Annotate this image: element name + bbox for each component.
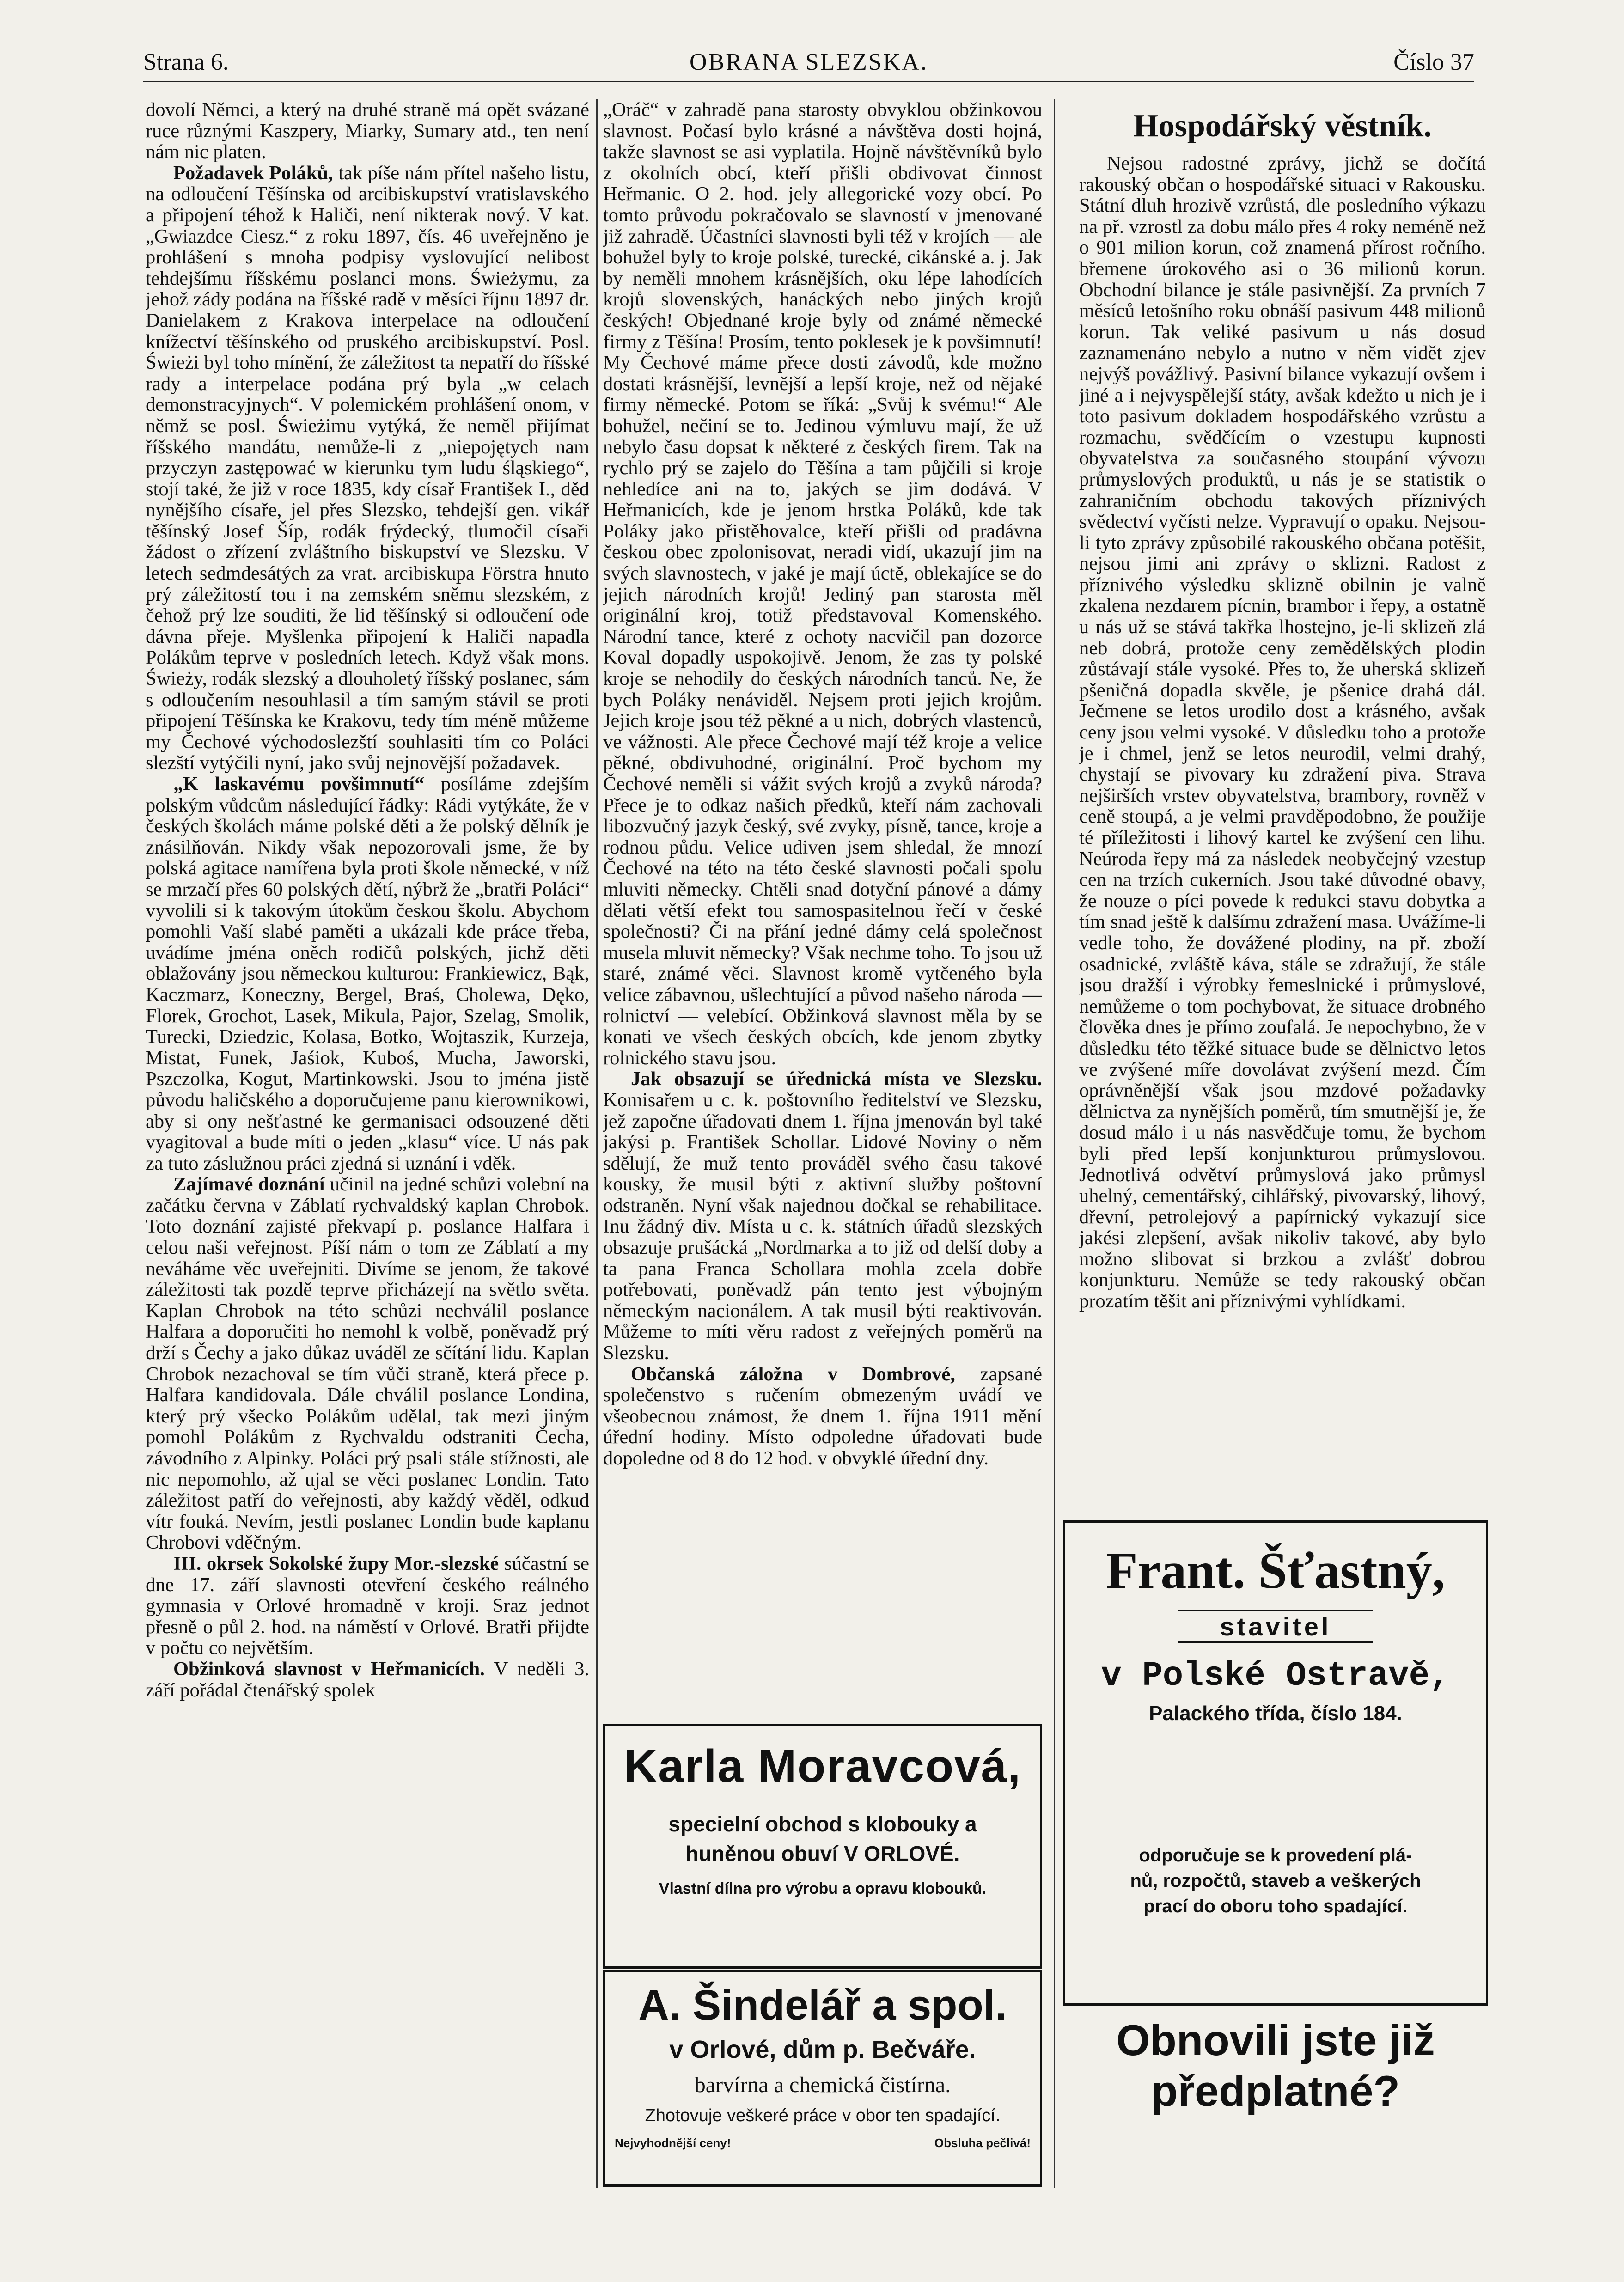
ad-line: předplatné? [1151, 2067, 1400, 2115]
ad-name: A. Šindelář a spol. [638, 1982, 1007, 2029]
ad-line: v Orlové, dům p. Bečváře. [669, 2036, 976, 2063]
ad-moravcova [603, 1724, 1042, 1969]
page-number: Strana 6. [143, 49, 229, 75]
ad-subscription [1063, 2015, 1488, 2149]
article-paragraph: „K laskavému povšimnutí“ posíláme zdejším polským vůdcům následující řádky: Rádi vytýkáte, že v českých školách máme polské děti a že polský dělník je znásilňován. Nikdy však nepozorovali jsme, že by polská agitace namířena byla proti škole německé, v níž se mrzačí přes 60 polských dětí, nýbrž že „bratři Poláci“ vyvolili si k takovým útokům českou školu. Abychom pomohli Vaší slabé paměti a ukázali kde práce třeba, uvádíme jména oněch rodičů polských, jichž děti oblažovány jsou německou kulturou: Frankiewicz, Bąk, Kaczmarz, Koneczny, Bergel, Braś, Cholewa, Dęko, Florek, Grochot, Lasek, Mikula, Pajor, Szelag, Smolik, Turecki, Dziedzic, Kolasa, Botko, Wojtaszik, Kurzeja, Mistat, Funek, Jaśiok, Kuboś, Mucha, Jaworski, Pszczolka, Kogut, Martinkowski. Jsou to jména jistě původu haličského a doporučujeme panu kierownikowi, aby si ony nešťastné ke germanisaci odsouzené děti vyagitoval a bude míti o jeden „klasu“ více. U nás pak za tuto záslužnou práci zjedná si uznání i vděk. [146, 773, 589, 1174]
ad-name: Frant. Šťastný, [1106, 1542, 1445, 1599]
column-2 [603, 99, 1042, 1708]
header-rule [143, 81, 1474, 82]
ad-line: odporučuje se k provedení plá- [1139, 1845, 1412, 1866]
ad-street: Palackého třída, číslo 184. [1149, 1702, 1402, 1725]
ad-city: v Polské Ostravě, [1101, 1657, 1450, 1696]
ad-line: nů, rozpočtů, staveb a veškerých [1130, 1871, 1421, 1891]
ad-line: barvírna a chemická čistírna. [694, 2073, 951, 2097]
article-paragraph: dovolí Němci, a který na druhé straně má opět svázané ruce různými Kaszpery, Miarky, Sumary atd., ten není nám nic platen. [146, 99, 589, 163]
ad-line: specielní obchod s klobouky a [668, 1812, 977, 1836]
page-header [143, 44, 1474, 81]
article-paragraph: Občanská záložna v Dombrové, zapsané společenstvo s ručením obmezeným uvádí ve všeobecnou známost, že dnem 1. října 1911 mění úřední hodiny. Místo odpoledne úřadovati bude dopoledne od 8 do 12 hod. v obvyklé úřední dny. [603, 1363, 1042, 1469]
article-paragraph: „Oráč“ v zahradě pana starosty obvyklou obžinkovou slavnost. Počasí bylo krásné a návštěva dosti hojná, takže slavnost se asi vyplatila. Hojně návštěvníků bylo z okolních obcí, kteří přišli obdivovat činnost Heřmanic. O 2. hod. jely allegorické vozy obcí. Po tomto průvodu pokračovalo se slavností v jmenované již zahradě. Účastníci slavnosti byli též v krojích — ale bohužel byly to kroje polské, turecké, cikánské a. j. Jak by neměli mnohem krásnějších, oku lépe lahodících krojů slovenských, hanáckých nebo jiných krojů českých! Objednané kroje byly od známé německé firmy z Těšína! Prosím, tento poklesek je k povšimnutí! My Čechové máme přece dosti závodů, kde možno dostati krásnější, levnější a lepší kroje, než od nějaké firmy německé. Potom se říká: „Svůj k svému!“ Ale bohužel, nečiní se to. Jedinou výmluvu mají, že už nebylo času dopsat k některé z českých firem. Tak na rychlo prý se zajelo do Těšína a tam půjčili si kroje nehledíce ani na to, jakých se jim dodává. V Heřmanicích, kde je jenom hrstka Poláků, kde tak Poláky jako přistěhovalce, kteří přišli od pradávna českou obec zpolonisovat, neradi vidí, ukazují jim na svých slavnostech, v jaké je mají úctě, oblekajíce se do jejich národních krojů! Jediný pan starosta měl originální kroj, totiž představoval Komenského. Národní tance, které z ochoty nacvičil pan dozorce Koval dopadly uspokojivě. Jenom, že zas ty polské kroje se nehodily do českých národních tanců. Ne, že bych Poláky nenáviděl. Nejsem proti jejich krojům. Jejich kroje jsou též pěkné a u nich, dobrých vlastenců, ve vážnosti. Ale přece Čechové mají též kroje a velice pěkné, obdivuhodné, originální. Proč bychom my Čechové neměli si vážit svých krojů a zvyků národa? Přece je to odkaz našich předků, kteří nám zachovali libozvučný jazyk český, své zvyky, písně, tance, kroje a rodnou půdu. Velice udiven jsem shledal, že mnozí Čechové na této na této české slavnosti počali spolu mluviti německy. Chtěli snad dotyční pánové a dámy dělati větší efekt tou samospasitelnou řečí v české společnosti? Či na přání jedné dámy celá společnost musela mluvit německy? Však nechme toho. To jsou už staré, známé věci. Slavnost kromě vytčeného byla velice zábavnou, ušlechtující a původ našeho národa — rolnictví — velebící. Obžinková slavnost měla by se konati ve všech českých obcích, kde jenom zbytky rolnického stavu jsou. [603, 99, 1042, 1069]
section-title: Hospodářský věstník. [1133, 108, 1432, 144]
ad-line: huněnou obuví V ORLOVÉ. [685, 1842, 960, 1866]
article-paragraph: Zajímavé doznání učinil na jedné schůzi volební na začátku června v Záblatí rychvaldský kaplan Chrobok. Toto doznání zajisté překvapí p. poslance Halfara i celou naši veřejnost. Píší nám o tom ze Záblatí a my neváháme věc uveřejniti. Divíme se jenom, že takové záležitosti tak pozdě teprve přicházejí na světlo světa. Kaplan Chrobok na této schůzi nechválil poslance Halfara a doporučiti ho nemohl k volbě, poněvadž prý drží s Čechy a jako důkaz uváděl ze sčítání lidu. Kaplan Chrobok nezachoval se tím vůči straně, která přece p. Halfara kandidovala. Dále chválil poslance Londina, který prý všecko Polákům udělal, tak mezi jiným pomohl Polákům z Rychvaldu odstraniti Čecha, závodního z Alpinky. Poláci prý psali stále stížnosti, ale nic nepomohlo, až ujal se věci poslanec Londin. Tato záležitost patří do veřejnosti, aby každý věděl, odkud vítr fouká. Nevím, jestli poslanec Londin bude kaplanu Chrobovi vděčným. [146, 1173, 589, 1554]
ad-line: Obnovili jste již [1116, 2016, 1435, 2064]
column-1 [146, 99, 589, 2133]
article-paragraph: III. okrsek Sokolské župy Mor.-slezské súčastní se dne 17. září slavnosti otevření českého reálného gymnasia v Orlové hromadně v kroji. Sraz jednot přesně o půl 2. hod. na náměstí v Orlové. Bratři přijdte v počtu co největším. [146, 1552, 589, 1659]
ad-name: Karla Moravcová, [623, 1740, 1022, 1792]
article-paragraph: Požadavek Poláků, tak píše nám přítel našeho listu, na odloučení Těšínska od arcibiskupství vratislavského a připojení téhož k Haliči, není nikterak nový. V kat. „Gwiazdce Ciesz.“ z roku 1897, čís. 46 uveřejněno je prohlášení s mnoha podpisy vyslovující nelibost tehdejšímu říšskému poslanci mons. Świeżymu, za jehož zády podána na říšské radě v měsíci říjnu 1897 dr. Danielakem z Krakova interpelace na odloučení knížectví těšínského od pruského arcibiskupství. Posl. Świeżi byl toho mínění, že záležitost ta nepatří do říšské rady a interpelace podána prý byla „w celach demonstracyjnych“. V polemickém prohlášení onom, v němž se posl. Świeżimu vytýká, že neměl přijímat říšského mandátu, nemůže-li z „niepojętych nam przyczyn zastępować w kierunku tym ludu śląskiego“, stojí také, že již v roce 1835, kdy císař František I., děd nynějšího císaře, jel přes Slezsko, tehdejší gen. vikář těšínský Josef Šíp, rodák frýdecký, tlumočil císaři žádost o zřízení zvláštního biskupství ve Slezsku. V letech sedmdesátých za vrat. arcibiskupa Förstra hnuto prý záležitostí tou i na zemském sněmu slezském, z čehož prý lze souditi, že lid těšínský si odloučení ode dávna přeje. Myšlenka připojení k Haliči napadla Polákům teprve v posledních letech. Když však mons. Świeży, rodák slezský a dlouholetý říšský poslanec, sám s odloučením nesouhlasil a tím samým stávil se proti připojení Těšínska ke Krakovu, tedy tím méně můžeme my Čechové východoslezští souhlasiti tím co Poláci slezští vytýčili nyní, jako svůj nejnovější požadavek. [146, 162, 589, 774]
ad-stastny [1063, 1520, 1488, 2006]
article-paragraph: Jak obsazují se úřednická místa ve Slezsku. Komisařem u c. k. poštovního ředitelství ve Slezsku, jež započne úřadovati dnem 1. října jmenován byl také jakýsi p. František Schollar. Lidové Noviny o něm sdělují, že muž tento prováděl svého času takové kousky, že musil býti z aktivní služby poštovní odstraněn. Nyní však najednou dočkal se rehabilitace. Inu žádný div. Místa u c. k. státních úřadů slezských obsazuje prušácká „Nordmarka a to již od delší doby a ta pana Franca Schollara mohla zcela dobře potřebovati, poněvadž pán tento jest výbojným německým nacionálem. A tak musil býti reaktivován. Můžeme to míti věru radost z veřejných poměrů na Slezsku. [603, 1068, 1042, 1364]
column-divider-2 [1054, 99, 1055, 2188]
ad-line: Vlastní dílna pro výrobu a opravu klobouků. [659, 1880, 987, 1898]
ad-line: Zhotovuje veškeré práce v obor ten spadající. [645, 2106, 1001, 2125]
column-divider-1 [596, 99, 598, 2188]
ad-sindelar [603, 1970, 1042, 2187]
column-3 [1079, 99, 1486, 1486]
issue-number: Číslo 37 [1393, 49, 1474, 75]
article-paragraph: Obžinková slavnost v Heřmanicích. V neděli 3. září pořádal čtenářský spolek [146, 1658, 589, 1701]
article-paragraph: Nejsou radostné zprávy, jichž se dočítá rakouský občan o hospodářské situaci v Rakousku. Státní dluh hrozivě vzrůstá, dle posledního výkazu na př. vzrostl za dobu málo přes 4 roky neméně než o 901 milion korun, což znamená přírost ročního. břemene úrokového asi o 36 milionů korun. Obchodní bilance je stále pasivnější. Za prvních 7 měsíců letošního roku obnáší pasivum 448 milionů korun. Tak veliké pasivum u nás dosud zaznamenáno nebylo a nutno v něm vidět zjev nejvýš povážlivý. Pasivní bilance vykazují ovšem i jiné a i nejvyspělejší státy, avšak kdežto u nich je i toto pasivum dokladem hospodářského vzrůstu a rozmachu, svědčícím o vzestupu kupnosti obyvatelstva za současného stoupání vývozu průmyslových produktů, u nás je se statistik o zahraničním obchodu takových příznivých svědectví vyčísti nelze. Vypravují o opaku. Nejsou-li tyto zprávy způsobilé rakouského občana potěšit, nejsou jimi ani zprávy o sklizni. Radost z příznivého výsledku sklizně obilnin je valně zkalena nezdarem pícnin, brambor i řepy, a ostatně u nás už se stává takřka lhostejno, je-li sklizeň zlá neb dobrá, protože ceny zemědělských plodin zůstávají stále vysoké. Přes to, že uherská sklizeň pšeničná dopadla skvěle, je pšenice drahá dál. Ječmene se letos urodilo dost a krásného, avšak ceny jsou velmi vysoké. V důsledku toho a protože je i chmel, jenž se letos neurodil, velmi drahý, chystají se pivovary ku zdražení piva. Strava nejširších vrstev obyvatelstva, brambory, rovněž v ceně stoupá, a je velmi pravděpodobno, že použije té příležitosti i lihový kartel ke zvýšení cen lihu. Neúroda řepy má za následek neobyčejný vzestup cen na trzích cukerních. Jsou také důvodné obavy, že nouze o píci povede k redukci stavu dobytka a tím snad ještě k dalšímu zdražení masa. Uvážíme-li vedle toho, že dovážené plodiny, na př. zboží osadnické, zvláště káva, stále se zdražují, že stále jsou dražší i výrobky řemeslnické i průmyslové, nemůžeme o tom pochybovat, že situace drobného člověka dnes je přímo zoufalá. Je nepochybno, že v důsledku této těžké situace bude se dělnictvo letos ve zvýšené míře dovolávat zvýšení mezd. Čím oprávněnější však jsou mzdové požadavky dělnictva za nynějších poměrů, tím smutnější je, že dosud málo i u nás nasvědčuje tomu, že bychom byli před lepší konjunkturou průmyslovou. Jednotlivá odvětví průmyslová jako průmysl uhelný, cementářský, cihlářský, pivovarský, lihový, dřevní, petrolejový a papírnický vykazují sice jakési zlepšení, avšak nikoliv takové, aby bylo možno slibovat si brzkou a zvlášť dobrou konjunkturu. Nemůže se tedy rakouský občan prozatím těšit ani příznivými vyhlídkami. [1079, 153, 1486, 1312]
ad-footnote: Obsluha pečlivá! [934, 2136, 1031, 2150]
newspaper-title: OBRANA SLEZSKA. [690, 49, 928, 75]
ad-role: stavitel [1178, 1610, 1373, 1643]
ad-footnote: Nejvyhodnější ceny! [615, 2136, 731, 2150]
ad-line: prací do oboru toho spadající. [1143, 1896, 1408, 1916]
